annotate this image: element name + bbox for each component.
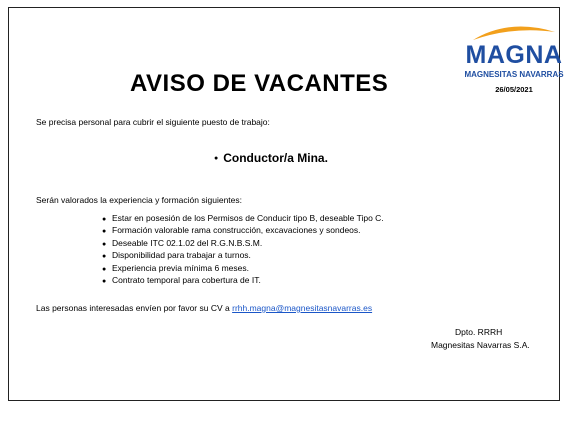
requirement-text: Formación valorable rama construcción, excavaciones y sondeos. [112,225,361,236]
contact-text: Las personas interesadas envíen por favor su CV a [36,303,230,313]
requirements-list [102,212,384,286]
job-position [214,151,328,165]
bullet-icon: ● [214,155,219,163]
bullet-icon: ● [102,228,107,236]
requirement-text: Estar en posesión de los Permisos de Conducir tipo B, deseable Tipo C. [112,213,384,223]
list-item [102,274,384,286]
list-item [102,262,384,274]
logo-swoosh-icon [469,24,557,42]
contact-line [36,303,372,313]
valued-intro: Serán valorados la experiencia y formación siguientes: [36,195,243,205]
document-date: 26/05/2021 [495,85,533,94]
requirement-text: Deseable ITC 02.1.02 del R.G.N.B.S.M. [112,237,263,248]
email-link[interactable]: rrhh.magna@magnesitasnavarras.es [232,303,373,313]
signature-dept: Dpto. RRRH [455,327,503,337]
bullet-icon: ● [102,216,107,223]
bullet-icon: ● [102,277,107,285]
list-item [102,249,384,261]
intro-text: Se precisa personal para cubrir el siguiente puesto de trabajo: [36,117,270,127]
requirement-text: Contrato temporal para cobertura de IT. [112,274,261,285]
logo-text: MAGNA [465,41,563,69]
logo-subtitle: MAGNESITAS NAVARRAS [464,70,564,79]
bullet-icon: ● [102,253,107,261]
bullet-icon: ● [102,265,107,273]
list-item [102,224,384,236]
bullet-icon: ● [102,240,107,248]
list-item [102,237,384,249]
list-item [102,212,384,224]
company-logo [464,24,564,96]
page-title: AVISO DE VACANTES [130,70,389,97]
requirement-text: Disponibilidad para trabajar a turnos. [112,250,251,261]
signature-company: Magnesitas Navarras S.A. [431,340,530,350]
job-position-label: Conductor/a Mina. [223,151,328,165]
requirement-text: Experiencia previa mínima 6 meses. [112,262,250,273]
